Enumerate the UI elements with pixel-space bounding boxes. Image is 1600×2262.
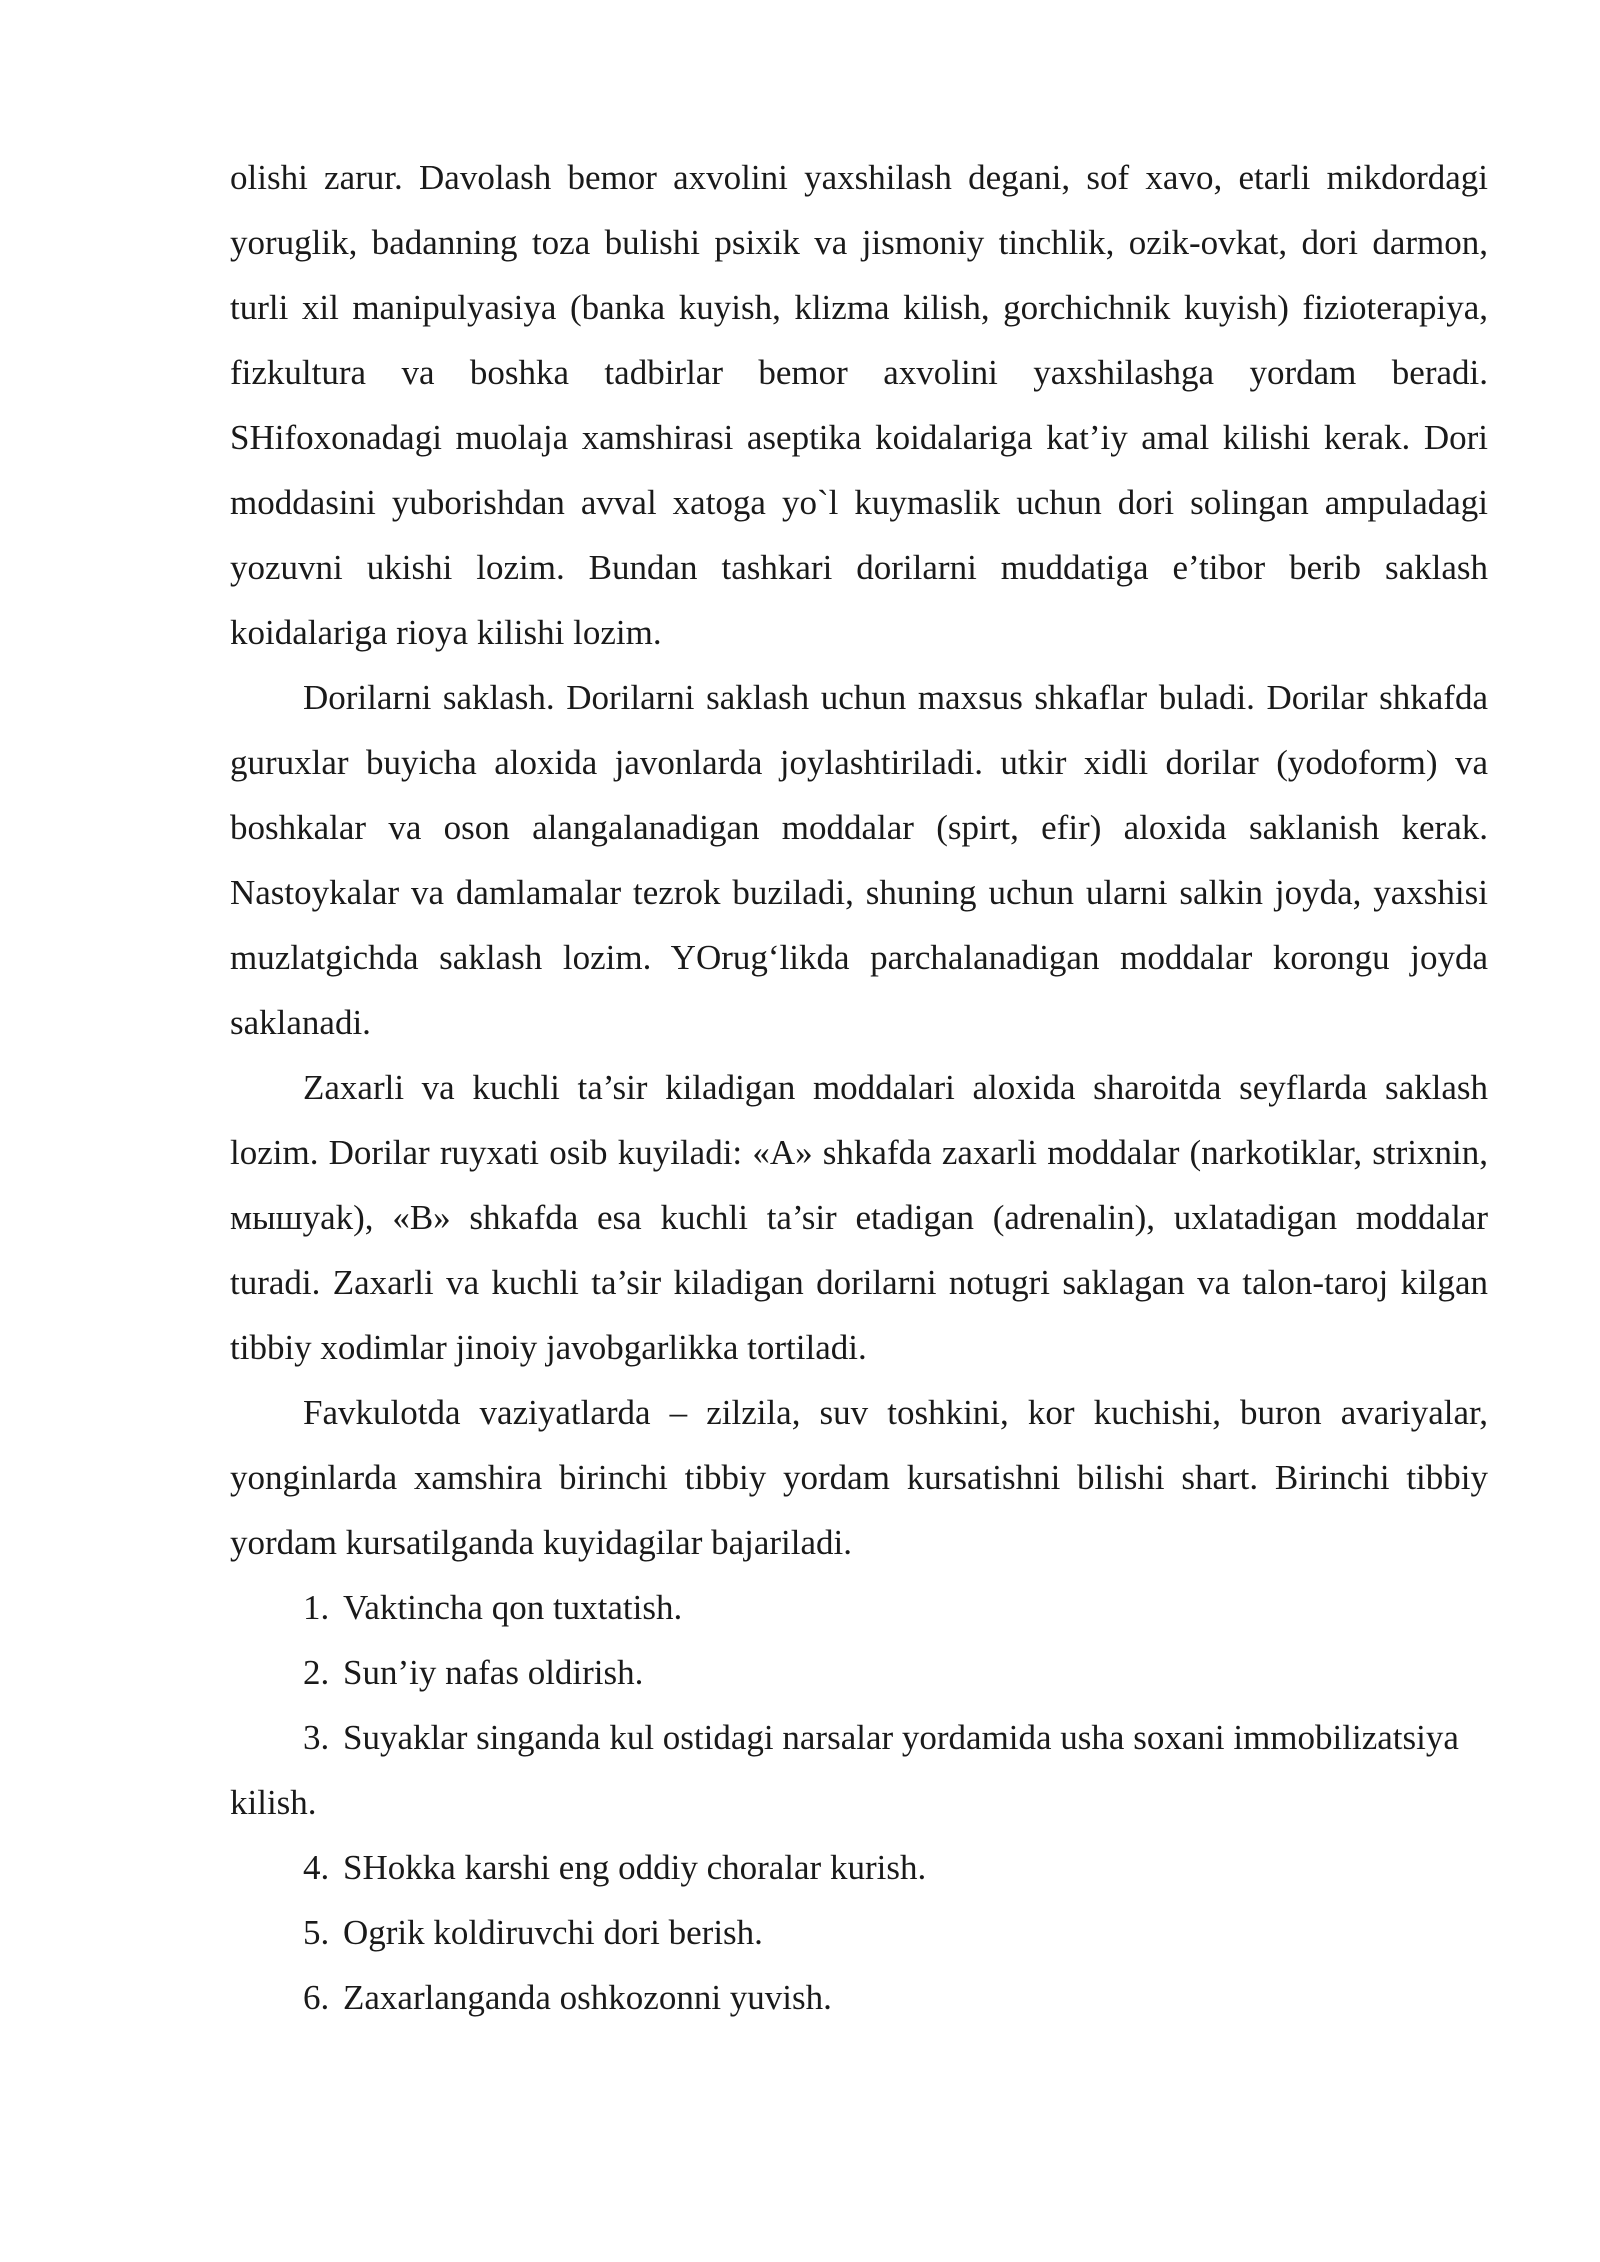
paragraph-1: olishi zarur. Davolash bemor axvolini yaxshilash degani, sof xavo, etarli mikdordagi yoruglik, badanning toza bulishi psixik va jismoniy tinchlik, ozik-ovkat, dori darmon, turli xil manipulyasiya (banka kuyish, klizma kilish, gorchichnik kuyish) fizioterapiya, fizkultura va boshka tadbirlar bemor axvolini yaxshilashga yordam beradi. SHifoxonadagi muolaja xamshirasi aseptika koidalariga kat’iy amal kilishi kerak. Dori moddasini yuborishdan avval xatoga yo`l kuymaslik uchun dori solingan ampuladagi yozuvni ukishi lozim. Bundan tashkari dorilarni muddatiga e’tibor berib saklash koidalariga rioya kilishi lozim. bbox=[230, 158, 1488, 652]
list-text: SHokka karshi eng oddiy choralar kurish. bbox=[343, 1848, 927, 1887]
list-item bbox=[230, 1575, 1488, 1640]
list-number: 6. bbox=[303, 1978, 330, 2017]
list-text: Zaxarlanganda oshkozonni yuvish. bbox=[343, 1978, 832, 2017]
list-text: Suyaklar singanda kul ostidagi narsalar yordamida usha soxani immobilizatsiya kilish. bbox=[230, 1718, 1459, 1822]
list-item bbox=[230, 1705, 1488, 1835]
paragraph-2: Dorilarni saklash. Dorilarni saklash uchun maxsus shkaflar buladi. Dorilar shkafda guruxlar buyicha aloxida javonlarda joylashtiriladi. utkir xidli dorilar (yodoform) va boshkalar va oson alangalanadigan moddalar (spirt, efir) aloxida saklanish kerak. Nastoykalar va damlamalar tezrok buziladi, shuning uchun ularni salkin joyda, yaxshisi muzlatgichda saklash lozim. YOrug‘likda parchalanadigan moddalar korongu joyda saklanadi. bbox=[230, 678, 1488, 1042]
list-item bbox=[230, 1640, 1488, 1705]
list-text: Vaktincha qon tuxtatish. bbox=[343, 1588, 683, 1627]
list-text: Sun’iy nafas oldirish. bbox=[343, 1653, 644, 1692]
list-item bbox=[230, 1900, 1488, 1965]
list-text: Ogrik koldiruvchi dori berish. bbox=[343, 1913, 763, 1952]
list-number: 4. bbox=[303, 1848, 330, 1887]
list-number: 2. bbox=[303, 1653, 330, 1692]
paragraph-4: Favkulotda vaziyatlarda – zilzila, suv toshkini, kor kuchishi, buron avariyalar, yonginlarda xamshira birinchi tibbiy yordam kursatishni bilishi shart. Birinchi tibbiy yordam kursatilganda kuyidagilar bajariladi. bbox=[230, 1393, 1488, 1562]
first-aid-list bbox=[230, 1575, 1488, 2030]
list-item bbox=[230, 1835, 1488, 1900]
list-number: 1. bbox=[303, 1588, 330, 1627]
list-number: 3. bbox=[303, 1718, 330, 1757]
list-number: 5. bbox=[303, 1913, 330, 1952]
document-page bbox=[230, 145, 1488, 2030]
paragraph-3: Zaxarli va kuchli ta’sir kiladigan moddalari aloxida sharoitda seyflarda saklash lozim. Dorilar ruyxati osib kuyiladi: «A» shkafda zaxarli moddalar (narkotiklar, strixnin, мышyak), «B» shkafda esa kuchli ta’sir etadigan (adrenalin), uxlatadigan moddalar turadi. Zaxarli va kuchli ta’sir kiladigan dorilarni notugri saklagan va talon-taroj kilgan tibbiy xodimlar jinoiy javobgarlikka tortiladi. bbox=[230, 1068, 1488, 1367]
list-item bbox=[230, 1965, 1488, 2030]
